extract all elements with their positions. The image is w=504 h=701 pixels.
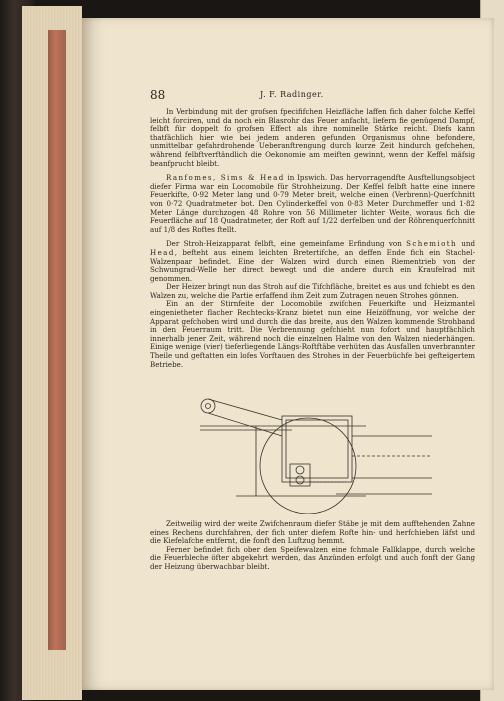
paragraph-3-text: , befteht aus einem leichten Bretertifche, an deffen Ende fich ein Stachel-Walzenpaar befindet. Eine der Walzen wird durch einen Riementrieb von der Schwungrad-Welle her direct bewegt und die andere durch ein Kraufelrad mit genommen. xyxy=(150,247,475,283)
paragraph-3-mid: und xyxy=(456,239,475,249)
running-head: J. F. Radinger. xyxy=(260,90,324,99)
text-block-upper xyxy=(150,108,475,369)
paragraph-3 xyxy=(150,240,475,283)
page-header xyxy=(150,88,470,104)
paragraph-5: Ein an der Stirnfeite der Locomobile zwifchen Feuerkifte und Heizmantel eingenietheter flacher Rechtecks-Kranz bietet nun eine Heizöffnung, vor welche der Apparat gefchoben wird und durch die das breite, aus den Walzen kommende Strohband in den Feuerraum tritt. Die Verbrennung gefchieht nun fofort und hauptfächlich innerhalb jener Zeit, während noch die einzelnen Halme von den Walzen niederhängen. Einige wenige (vier) tieferliegende Längs-Roftftäbe verhüten das Ausfallen unverbrannter Theile und geftatten ein lofes Vorftauen des Strohes in der Feuerbüchfe bei gefteigertem Betriebe. xyxy=(150,299,475,369)
paragraph-4: Der Heizer bringt nun das Stroh auf die Tifchfläche, breitet es aus und fchiebt es den Walzen zu, welche die Partie erfaffend ihm Zeit zum Zutragen neuen Strohes gönnen. xyxy=(150,282,475,300)
drive-belt xyxy=(208,399,282,436)
straw-furnace-figure xyxy=(196,396,440,514)
pulley-wheel xyxy=(201,399,215,413)
paragraph-3-start: Der Stroh-Heizapparat felbft, eine gemeinfame Erfindung von xyxy=(166,239,407,249)
paragraph-2 xyxy=(150,174,475,234)
page-number: 88 xyxy=(150,88,166,102)
paragraph-6: Zeitweilig wird der weite Zwifchenraum diefer Stäbe je mit dem aufftehenden Zahne eines Rechens durchfahren, der fich unter diefem Rofte hin- und herfchieben läfst und die Kiefelafche entfernt, die fonft den Luftzug hemmt. xyxy=(150,519,475,546)
boiler-barrel xyxy=(352,436,432,478)
red-page-edge xyxy=(48,30,66,650)
base-frame xyxy=(236,426,366,496)
inventor-name-2: Head xyxy=(150,247,175,257)
feed-rollers xyxy=(290,464,310,486)
text-block-lower xyxy=(150,520,475,572)
paragraph-2-text: in Ipswich. Das hervorragendfte Ausftellungsobject diefer Firma war ein Locomobile für Strohheizung. Der Keffel felbft hatte eine innere Feuerkifte, 0·92 Meter lang und 0·79 Meter breit, welche einen (Verbrenn)-Querfchnitt von 0·72 Quadratmeter bot. Den Cylinderkeffel von 0·83 Meter Durchmeffer und 1·82 Meter Länge durchzogen 48 Rohre von 56 Millimeter lichter Weite, woraus fich die Feuerfläche auf 18 Quadratmeter, der Roft auf 1/22 derfelben und der Röhrenquerfchnitt auf 1/8 des Roftes ftellt. xyxy=(150,173,475,234)
firm-name: Ranfomes, Sims & Head xyxy=(166,173,285,183)
boiler-shell-arc xyxy=(260,418,356,514)
paragraph-1: In Verbindung mit der grofsen fpecififchen Heizfläche laffen fich daher folche Keffel leicht forciren, und da noch ein Blasrohr das Feuer anfacht, liefern fie genügend Dampf, felbft für doppelt fo grofsen Effect als ihre nominelle Stärke reicht. Diefs kann thatfächlich hier wie bei jedem anderen gefunden Organismus ohne befondere, unmittelbar gefahrdrohende Ueberanftrengung durch kurze Zeit hindurch gefchehen, während felbftverftändlich die Oekonomie am meiften gewinnt, wenn der Keffel mäfsig beanfprucht bleibt. xyxy=(150,107,475,168)
inventor-name-1: Schemioth xyxy=(406,239,457,249)
paragraph-7: Ferner befindet fich ober den Speifewalzen eine fchmale Fallklappe, durch welche die Feuerbleche öfter abgekehrt werden, das Anzünden erfolgt und auch fonft der Gang der Heizung überwachbar bleibt. xyxy=(150,544,475,571)
